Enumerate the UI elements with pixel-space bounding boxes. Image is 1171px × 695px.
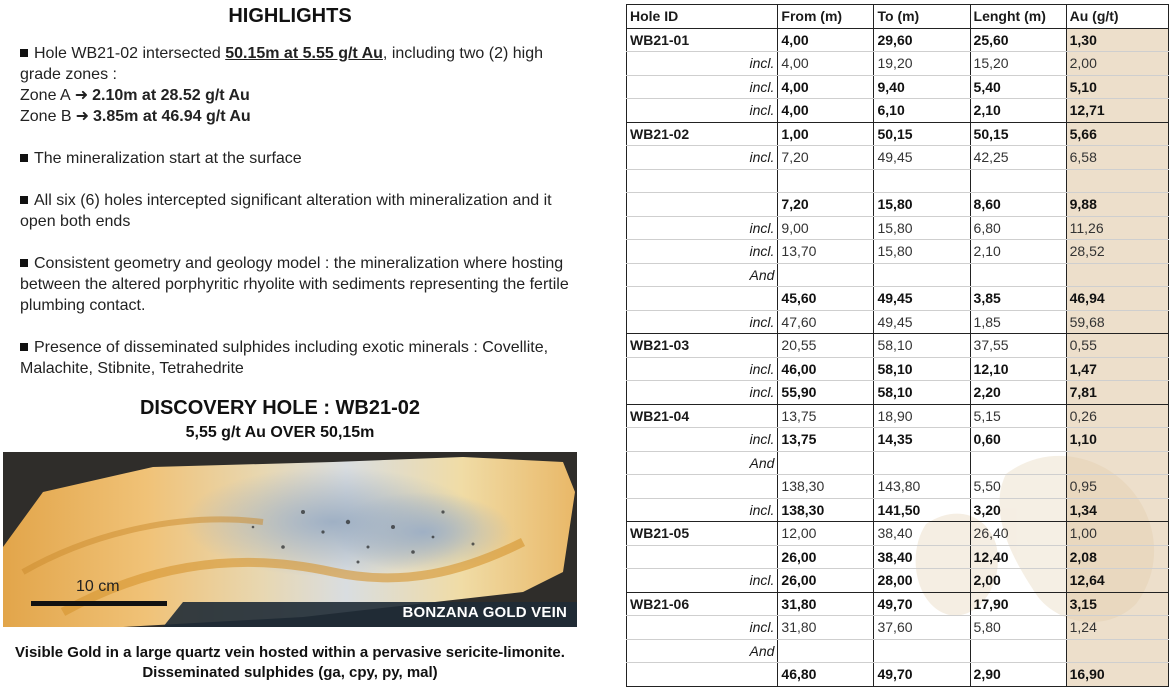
from-cell: 138,30 — [778, 475, 874, 499]
au-cell: 3,15 — [1066, 592, 1168, 616]
from-cell: 47,60 — [778, 310, 874, 334]
au-cell: 1,47 — [1066, 357, 1168, 381]
length-cell: 3,85 — [970, 287, 1066, 311]
row-note-cell: incl. — [627, 75, 778, 99]
table-row — [627, 592, 1169, 616]
row-note-cell: And — [627, 263, 778, 287]
row-note-cell: incl. — [627, 240, 778, 264]
au-cell: 7,81 — [1066, 381, 1168, 405]
from-cell: 26,00 — [778, 545, 874, 569]
to-cell: 18,90 — [874, 404, 970, 428]
row-note-cell: incl. — [627, 498, 778, 522]
to-cell: 49,45 — [874, 146, 970, 170]
photo-caption: Visible Gold in a large quartz vein hosted within a pervasive sericite-limonite. Disseminated sulphides (ga, cpy, py, mal) — [15, 644, 565, 681]
from-cell: 7,20 — [778, 146, 874, 170]
table-row — [627, 616, 1169, 640]
bullet-text: , including two (2) high grade zones : — [20, 45, 544, 83]
length-cell — [970, 639, 1066, 663]
to-cell — [874, 451, 970, 475]
to-cell: 6,10 — [874, 99, 970, 123]
length-cell: 12,10 — [970, 357, 1066, 381]
row-note-cell: incl. — [627, 616, 778, 640]
hole-id-cell: WB21-01 — [627, 28, 778, 52]
table-row — [627, 451, 1169, 475]
to-cell: 141,50 — [874, 498, 970, 522]
table-row — [627, 287, 1169, 311]
bullet-surface — [20, 148, 570, 169]
table-row — [627, 569, 1169, 593]
hole-id-cell: WB21-02 — [627, 122, 778, 146]
table-row — [627, 475, 1169, 499]
to-cell: 15,80 — [874, 216, 970, 240]
row-note-cell: incl. — [627, 99, 778, 123]
from-cell: 4,00 — [778, 52, 874, 76]
to-cell: 14,35 — [874, 428, 970, 452]
bullet-icon — [20, 154, 28, 162]
bullet-icon — [20, 49, 28, 57]
au-cell: 2,08 — [1066, 545, 1168, 569]
length-cell: 2,10 — [970, 240, 1066, 264]
table-row — [627, 122, 1169, 146]
from-cell — [778, 639, 874, 663]
from-cell: 46,00 — [778, 357, 874, 381]
table-row — [627, 498, 1169, 522]
to-cell: 15,80 — [874, 193, 970, 217]
to-cell: 58,10 — [874, 334, 970, 358]
table-row — [627, 404, 1169, 428]
au-cell: 1,30 — [1066, 28, 1168, 52]
arrow-right-icon: ➜ — [75, 108, 89, 125]
hole-id-cell: WB21-03 — [627, 334, 778, 358]
table-row — [627, 381, 1169, 405]
to-cell: 50,15 — [874, 122, 970, 146]
bullet-icon — [20, 196, 28, 204]
table-row — [627, 99, 1169, 123]
au-cell: 0,26 — [1066, 404, 1168, 428]
table-row — [627, 428, 1169, 452]
from-cell: 13,75 — [778, 404, 874, 428]
to-cell: 58,10 — [874, 357, 970, 381]
to-cell: 38,40 — [874, 545, 970, 569]
from-cell: 31,80 — [778, 592, 874, 616]
header-hole-id: Hole ID — [627, 5, 778, 29]
bullet-text: Hole WB21-02 intersected — [34, 45, 221, 62]
from-cell — [778, 263, 874, 287]
length-cell: 0,60 — [970, 428, 1066, 452]
to-cell — [874, 169, 970, 193]
to-cell — [874, 639, 970, 663]
length-cell: 12,40 — [970, 545, 1066, 569]
length-cell: 2,20 — [970, 381, 1066, 405]
to-cell: 49,70 — [874, 592, 970, 616]
from-cell: 45,60 — [778, 287, 874, 311]
from-cell — [778, 169, 874, 193]
au-cell: 2,00 — [1066, 52, 1168, 76]
bullet-text: All six (6) holes intercepted significant alteration with mineralization and it open both ends — [20, 192, 552, 230]
from-cell: 20,55 — [778, 334, 874, 358]
table-row — [627, 334, 1169, 358]
table-row — [627, 193, 1169, 217]
hole-id-cell: WB21-04 — [627, 404, 778, 428]
length-cell — [970, 169, 1066, 193]
au-cell: 1,24 — [1066, 616, 1168, 640]
length-cell: 2,90 — [970, 663, 1066, 687]
length-cell: 3,20 — [970, 498, 1066, 522]
length-cell: 37,55 — [970, 334, 1066, 358]
table-row — [627, 545, 1169, 569]
table-row — [627, 310, 1169, 334]
bullet-wb21-02 — [20, 43, 570, 127]
au-cell: 59,68 — [1066, 310, 1168, 334]
au-cell: 12,71 — [1066, 99, 1168, 123]
bullet-text: The mineralization start at the surface — [34, 150, 302, 167]
from-cell: 55,90 — [778, 381, 874, 405]
au-cell: 46,94 — [1066, 287, 1168, 311]
bullet-sulphides — [20, 337, 570, 379]
from-cell: 12,00 — [778, 522, 874, 546]
length-cell: 5,80 — [970, 616, 1066, 640]
table-row — [627, 52, 1169, 76]
length-cell: 50,15 — [970, 122, 1066, 146]
au-cell: 12,64 — [1066, 569, 1168, 593]
row-note-cell: incl. — [627, 52, 778, 76]
length-cell: 5,15 — [970, 404, 1066, 428]
row-note-cell: incl. — [627, 428, 778, 452]
table-row — [627, 75, 1169, 99]
zone-b-value: 3.85m at 46.94 g/t Au — [93, 108, 251, 125]
header-length: Lenght (m) — [970, 5, 1066, 29]
from-cell: 138,30 — [778, 498, 874, 522]
bullet-icon — [20, 343, 28, 351]
row-note-cell: incl. — [627, 381, 778, 405]
row-note-cell — [627, 193, 778, 217]
table-header-row — [627, 5, 1169, 29]
length-cell: 26,40 — [970, 522, 1066, 546]
from-cell: 7,20 — [778, 193, 874, 217]
au-cell: 1,00 — [1066, 522, 1168, 546]
from-cell: 9,00 — [778, 216, 874, 240]
to-cell: 15,80 — [874, 240, 970, 264]
row-note-cell — [627, 475, 778, 499]
hole-id-cell: WB21-05 — [627, 522, 778, 546]
row-note-cell: incl. — [627, 146, 778, 170]
au-cell: 11,26 — [1066, 216, 1168, 240]
table-row — [627, 639, 1169, 663]
from-cell — [778, 451, 874, 475]
from-cell: 31,80 — [778, 616, 874, 640]
au-cell: 28,52 — [1066, 240, 1168, 264]
to-cell: 49,45 — [874, 287, 970, 311]
table-row — [627, 357, 1169, 381]
from-cell: 13,70 — [778, 240, 874, 264]
row-note-cell: And — [627, 639, 778, 663]
to-cell: 9,40 — [874, 75, 970, 99]
au-cell — [1066, 169, 1168, 193]
from-cell: 1,00 — [778, 122, 874, 146]
length-cell: 2,00 — [970, 569, 1066, 593]
from-cell: 4,00 — [778, 28, 874, 52]
au-cell: 1,34 — [1066, 498, 1168, 522]
row-note-cell — [627, 287, 778, 311]
table-row — [627, 146, 1169, 170]
from-cell: 46,80 — [778, 663, 874, 687]
results-table — [626, 4, 1169, 687]
from-cell: 4,00 — [778, 99, 874, 123]
row-note-cell — [627, 545, 778, 569]
highlights-title: HIGHLIGHTS — [228, 5, 352, 27]
row-note-cell: incl. — [627, 569, 778, 593]
from-cell: 13,75 — [778, 428, 874, 452]
au-cell: 6,58 — [1066, 146, 1168, 170]
header-au: Au (g/t) — [1066, 5, 1168, 29]
bullet-text: Presence of disseminated sulphides including exotic minerals : Covellite, Malachite, Stibnite, Tetrahedrite — [20, 339, 549, 377]
discovery-title: DISCOVERY HOLE : WB21-02 — [139, 397, 421, 419]
bullet-text: Consistent geometry and geology model : the mineralization where hosting between the altered porphyritic rhyolite with sediments representing the fertile plumbing contact. — [20, 255, 569, 314]
length-cell: 17,90 — [970, 592, 1066, 616]
length-cell: 5,40 — [970, 75, 1066, 99]
bullet-icon — [20, 259, 28, 267]
au-cell: 16,90 — [1066, 663, 1168, 687]
length-cell: 5,50 — [970, 475, 1066, 499]
au-cell: 5,10 — [1066, 75, 1168, 99]
to-cell: 19,20 — [874, 52, 970, 76]
length-cell: 25,60 — [970, 28, 1066, 52]
row-note-cell: And — [627, 451, 778, 475]
table-row — [627, 263, 1169, 287]
highlights-panel — [0, 0, 580, 695]
to-cell: 37,60 — [874, 616, 970, 640]
length-cell: 1,85 — [970, 310, 1066, 334]
table-row — [627, 216, 1169, 240]
table-body — [627, 28, 1169, 686]
au-cell: 0,55 — [1066, 334, 1168, 358]
au-cell: 5,66 — [1066, 122, 1168, 146]
row-note-cell: incl. — [627, 357, 778, 381]
to-cell: 58,10 — [874, 381, 970, 405]
row-note-cell: incl. — [627, 216, 778, 240]
to-cell: 143,80 — [874, 475, 970, 499]
au-cell: 0,95 — [1066, 475, 1168, 499]
au-cell — [1066, 451, 1168, 475]
length-cell: 6,80 — [970, 216, 1066, 240]
length-cell: 2,10 — [970, 99, 1066, 123]
table-row — [627, 28, 1169, 52]
table-row — [627, 169, 1169, 193]
bullet-emphasis: 50.15m at 5.55 g/t Au — [225, 45, 383, 62]
length-cell: 42,25 — [970, 146, 1066, 170]
scale-bar — [31, 601, 167, 606]
vein-label: BONZANA GOLD VEIN — [402, 604, 567, 621]
to-cell — [874, 263, 970, 287]
header-to: To (m) — [874, 5, 970, 29]
row-note-cell — [627, 169, 778, 193]
row-note-cell — [627, 663, 778, 687]
au-cell: 9,88 — [1066, 193, 1168, 217]
au-cell — [1066, 263, 1168, 287]
zone-a-value: 2.10m at 28.52 g/t Au — [92, 87, 250, 104]
from-cell: 26,00 — [778, 569, 874, 593]
from-cell: 4,00 — [778, 75, 874, 99]
au-cell — [1066, 639, 1168, 663]
to-cell: 29,60 — [874, 28, 970, 52]
scale-label: 10 cm — [76, 578, 120, 595]
zone-b-label: Zone B — [20, 108, 72, 125]
bullet-alteration — [20, 190, 570, 232]
length-cell: 8,60 — [970, 193, 1066, 217]
to-cell: 49,45 — [874, 310, 970, 334]
length-cell — [970, 263, 1066, 287]
hole-id-cell: WB21-06 — [627, 592, 778, 616]
length-cell — [970, 451, 1066, 475]
arrow-right-icon: ➜ — [74, 87, 89, 104]
to-cell: 28,00 — [874, 569, 970, 593]
zone-a-label: Zone A — [20, 87, 71, 104]
drill-results-table — [626, 4, 1169, 691]
to-cell: 38,40 — [874, 522, 970, 546]
table-row — [627, 522, 1169, 546]
discovery-subtitle: 5,55 g/t Au OVER 50,15m — [185, 424, 375, 441]
length-cell: 15,20 — [970, 52, 1066, 76]
core-sample-photo — [3, 452, 577, 627]
header-from: From (m) — [778, 5, 874, 29]
bullet-geometry — [20, 253, 570, 316]
au-cell: 1,10 — [1066, 428, 1168, 452]
table-row — [627, 663, 1169, 687]
table-row — [627, 240, 1169, 264]
to-cell: 49,70 — [874, 663, 970, 687]
row-note-cell: incl. — [627, 310, 778, 334]
